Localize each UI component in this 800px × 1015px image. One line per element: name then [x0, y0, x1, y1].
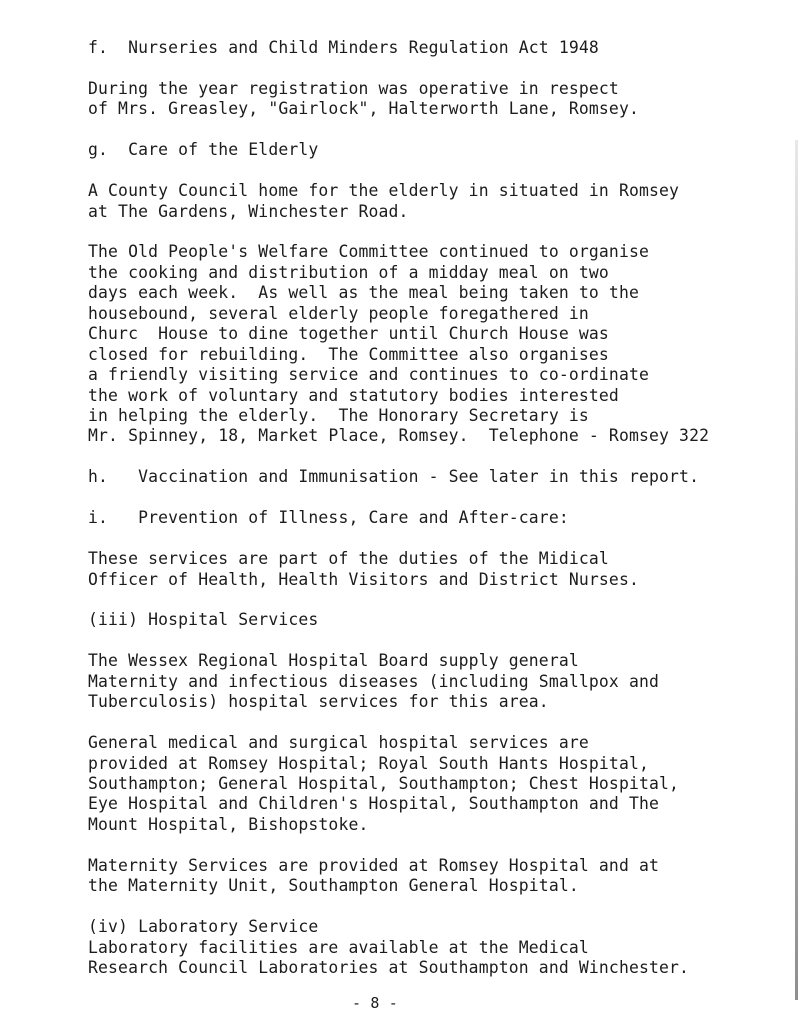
section-g-para2-line-4: housebound, several elderly people foregathered in	[88, 303, 589, 323]
section-f-line-1: During the year registration was operative in respect	[88, 78, 619, 98]
section-iii-para1-line-1: The Wessex Regional Hospital Board supply general	[88, 651, 579, 671]
section-iii-heading: (iii) Hospital Services	[88, 610, 319, 630]
section-g-para2-line-3: days each week. As well as the meal being taken to the	[88, 283, 639, 303]
page-edge-shadow	[795, 140, 798, 1000]
section-iii-para3-line-1: Maternity Services are provided at Romsey Hospital and at	[88, 855, 660, 875]
section-iv-line-2: Research Council Laboratories at Southampton and Winchester.	[88, 958, 690, 977]
section-g-para1-line-1: A County Council home for the elderly in situated in Romsey	[88, 181, 680, 201]
section-i-line-1: These services are part of the duties of the Midical	[88, 549, 609, 569]
section-g-para2-line-8: the work of voluntary and statutory bodies interested	[88, 385, 619, 405]
section-iii-para3-line-2: the Maternity Unit, Southampton General Hospital.	[88, 876, 579, 896]
section-g-para2-line-9: in helping the elderly. The Honorary Secretary is	[88, 406, 589, 425]
section-iii-para1-line-3: Tuberculosis) hospital services for this area.	[88, 692, 549, 712]
section-g-para2-line-6: closed for rebuilding. The Committee also organises	[88, 344, 609, 364]
section-iii-para1-line-2: Maternity and infectious diseases (including Smallpox and	[88, 671, 660, 691]
section-g-heading: g. Care of the Elderly	[88, 140, 319, 160]
section-iii-para2-line-4: Eye Hospital and Children's Hospital, Southampton and The	[88, 794, 660, 814]
section-h-heading: h. Vaccination and Immunisation - See later in this report.	[88, 467, 700, 487]
section-g-para2-line-7: a friendly visiting service and continues to co-ordinate	[88, 365, 650, 385]
section-f-heading: f. Nurseries and Child Minders Regulation Act 1948	[88, 38, 599, 57]
section-iii-para2-line-3: Southampton; General Hospital, Southampton; Chest Hospital,	[88, 774, 680, 793]
section-iii-para2-line-2: provided at Romsey Hospital; Royal South Hants Hospital,	[88, 753, 650, 773]
section-i-heading: i. Prevention of Illness, Care and After-care:	[88, 508, 569, 528]
page-number: - 8 -	[352, 994, 398, 1012]
section-iii-para2-line-5: Mount Hospital, Bishopstoke.	[88, 814, 369, 834]
section-g-para2-line-5: Churc House to dine together until Church House was	[88, 324, 609, 344]
section-iv-heading: (iv) Laboratory Service	[88, 917, 319, 937]
section-iii-para2-line-1: General medical and surgical hospital services are	[88, 733, 589, 753]
section-iv-line-1: Laboratory facilities are available at the Medical	[88, 937, 589, 957]
section-g-para1-line-2: at The Gardens, Winchester Road.	[88, 201, 409, 221]
section-i-line-2: Officer of Health, Health Visitors and District Nurses.	[88, 569, 639, 589]
section-g-para2-line-10: Mr. Spinney, 18, Market Place, Romsey. Telephone - Romsey 322	[88, 426, 710, 446]
section-g-para2-line-1: The Old People's Welfare Committee continued to organise	[88, 242, 650, 262]
section-g-para2-line-2: the cooking and distribution of a midday meal on two	[88, 262, 609, 282]
section-f-line-2: of Mrs. Greasley, "Gairlock", Halterworth Lane, Romsey.	[88, 99, 639, 119]
